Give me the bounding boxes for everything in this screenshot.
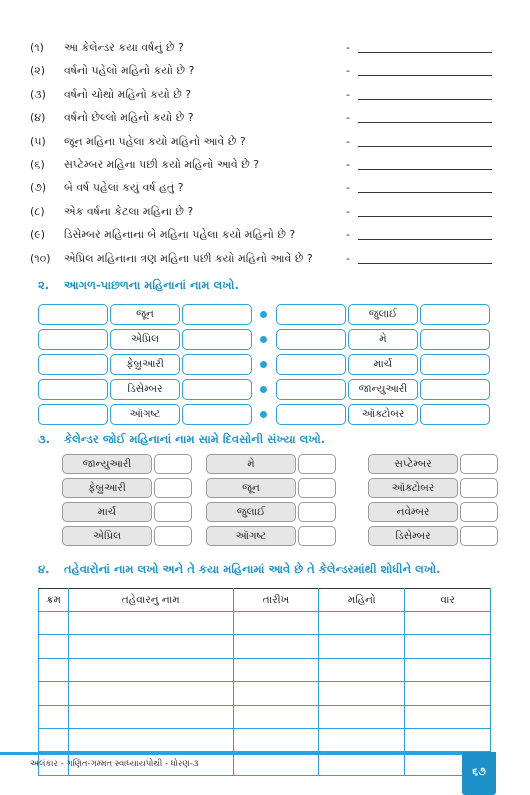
- section-title: કેલેન્ડર જોઈ મહિનાનાં નામ સામે દિવસોની સંખ્યા લખો.: [64, 432, 326, 446]
- days-answer-box[interactable]: [298, 478, 336, 498]
- days-answer-box[interactable]: [154, 478, 192, 498]
- page-number: ૬૭: [472, 765, 486, 778]
- answer-box-after[interactable]: [182, 404, 252, 425]
- table-cell[interactable]: [39, 728, 69, 751]
- question-text: વર્ષનો પહેલો મહિનો કયો છે ?: [64, 64, 195, 78]
- answer-box-after[interactable]: [420, 404, 490, 425]
- table-row: [39, 658, 491, 681]
- section-4-heading: [38, 562, 441, 577]
- table-row: [39, 728, 491, 751]
- days-answer-box[interactable]: [460, 454, 498, 474]
- month-days-row: [62, 454, 502, 478]
- month-box: ડિસેમ્બર: [110, 379, 180, 400]
- month-box: ઑક્ટોબર: [348, 404, 418, 425]
- answer-box-before[interactable]: [38, 404, 108, 425]
- section-number: ૪.: [38, 562, 50, 576]
- days-answer-box[interactable]: [460, 478, 498, 498]
- question-number: (૩): [30, 87, 46, 101]
- question-text: વર્ષનો ચોથો મહિનો કયો છે ?: [64, 87, 192, 101]
- days-answer-box[interactable]: [154, 502, 192, 522]
- question-number: (૪): [30, 111, 46, 125]
- question-row: [30, 247, 500, 270]
- answer-dash: -: [346, 228, 350, 242]
- days-answer-box[interactable]: [460, 526, 498, 546]
- table-cell[interactable]: [39, 612, 69, 635]
- answer-dash: -: [346, 87, 350, 101]
- month-label: ડિસેમ્બર: [368, 526, 458, 546]
- answer-line[interactable]: [358, 263, 492, 264]
- question-row: [30, 130, 500, 153]
- page-number-tab: [462, 752, 496, 795]
- table-cell[interactable]: [233, 728, 319, 751]
- answer-box-after[interactable]: [182, 329, 252, 350]
- question-text: વર્ષનો છેલ્લો મહિનો કયો છે ?: [64, 111, 194, 125]
- answer-line[interactable]: [358, 239, 492, 240]
- table-cell[interactable]: [68, 658, 233, 681]
- table-cell[interactable]: [68, 612, 233, 635]
- days-answer-box[interactable]: [460, 502, 498, 522]
- table-cell[interactable]: [233, 705, 319, 728]
- answer-box-after[interactable]: [420, 304, 490, 325]
- month-row: [38, 304, 494, 329]
- column-header: તારીખ: [233, 589, 319, 612]
- table-cell[interactable]: [405, 635, 491, 658]
- table-row: [39, 612, 491, 635]
- month-label: ઑગષ્ટ: [206, 526, 296, 546]
- table-cell[interactable]: [319, 728, 405, 751]
- table-cell[interactable]: [39, 658, 69, 681]
- question-row: [30, 176, 500, 199]
- question-number: (૬): [30, 157, 45, 171]
- question-row: [30, 153, 500, 176]
- column-header: મહિનો: [319, 589, 405, 612]
- column-header: તહેવારનું નામ: [68, 589, 233, 612]
- month-label: જાન્યુઆરી: [62, 454, 152, 474]
- month-box: માર્ચ: [348, 354, 418, 375]
- question-row: [30, 223, 500, 246]
- question-text: એક વર્ષના કેટલા મહિના છે ?: [64, 204, 194, 218]
- month-row: [38, 404, 494, 429]
- table-cell[interactable]: [405, 682, 491, 705]
- month-label: મે: [206, 454, 296, 474]
- question-text: સપ્ટેમ્બર મહિના પછી કયો મહિનો આવે છે ?: [64, 157, 260, 171]
- question-number: (૫): [30, 134, 46, 148]
- table-cell[interactable]: [233, 682, 319, 705]
- month-label: ફેબ્રુઆરી: [62, 478, 152, 498]
- answer-box-before[interactable]: [276, 304, 346, 325]
- month-label: જૂન: [206, 478, 296, 498]
- month-label: માર્ચ: [62, 502, 152, 522]
- festival-table: [38, 588, 491, 776]
- answer-line[interactable]: [358, 146, 492, 147]
- question-row: [30, 36, 500, 59]
- table-row: [39, 635, 491, 658]
- table-cell[interactable]: [68, 635, 233, 658]
- question-row: [30, 106, 500, 129]
- answer-dash: -: [346, 111, 350, 125]
- question-list: [30, 36, 500, 270]
- days-answer-box[interactable]: [298, 502, 336, 522]
- table-cell[interactable]: [233, 752, 319, 775]
- question-number: (૯): [30, 228, 46, 242]
- month-label: સપ્ટેમ્બર: [368, 454, 458, 474]
- question-text: બે વર્ષ પહેલાં કયું વર્ષ હતું ?: [64, 181, 184, 195]
- answer-box-before[interactable]: [38, 354, 108, 375]
- table-header-row: [39, 589, 491, 612]
- answer-line[interactable]: [358, 99, 492, 100]
- footer-book-title: અલંકાર - ગણિત-ગમ્મત સ્વાધ્યાયપોથી - ધોરણ-૩: [30, 759, 199, 769]
- month-row: [38, 354, 494, 379]
- table-row: [39, 705, 491, 728]
- answer-box-before[interactable]: [38, 379, 108, 400]
- table-cell[interactable]: [39, 682, 69, 705]
- days-answer-box[interactable]: [298, 454, 336, 474]
- table-row: [39, 682, 491, 705]
- answer-dash: -: [346, 41, 350, 54]
- answer-line[interactable]: [358, 122, 492, 123]
- table-cell[interactable]: [68, 682, 233, 705]
- table-cell[interactable]: [39, 705, 69, 728]
- answer-box-after[interactable]: [420, 379, 490, 400]
- answer-line[interactable]: [358, 75, 492, 76]
- table-cell[interactable]: [319, 612, 405, 635]
- days-answer-box[interactable]: [154, 454, 192, 474]
- month-days-row: [62, 502, 502, 526]
- answer-dash: -: [346, 134, 350, 148]
- answer-line[interactable]: [358, 216, 492, 217]
- question-text: ડિસેમ્બર મહિનાના બે મહિના પહેલા કયો મહિનો છે ?: [64, 228, 296, 242]
- answer-dash: -: [346, 181, 350, 195]
- answer-line[interactable]: [358, 52, 492, 53]
- column-header: ક્રમ: [39, 589, 69, 612]
- month-box: જાન્યુઆરી: [348, 379, 418, 400]
- days-answer-box[interactable]: [154, 526, 192, 546]
- month-label: નવેમ્બર: [368, 502, 458, 522]
- table-cell[interactable]: [233, 658, 319, 681]
- month-row: [38, 379, 494, 404]
- question-number: (૮): [30, 204, 45, 218]
- table-cell[interactable]: [319, 752, 405, 775]
- month-row: [38, 329, 494, 354]
- answer-box-after[interactable]: [420, 329, 490, 350]
- table-cell[interactable]: [68, 705, 233, 728]
- question-number: (૧૦): [30, 251, 51, 265]
- section-title: તહેવારોનાં નામ લખો અને તે કયા મહિનામાં આવે છે તે કેલેન્ડરમાંથી શોધીને લખો.: [64, 562, 441, 576]
- answer-box-before[interactable]: [38, 304, 108, 325]
- month-days-grid: [62, 454, 502, 550]
- question-row: [30, 200, 500, 223]
- answer-line[interactable]: [358, 192, 492, 193]
- month-box: ફેબ્રુઆરી: [110, 354, 180, 375]
- table-cell[interactable]: [39, 635, 69, 658]
- table-cell[interactable]: [233, 635, 319, 658]
- section-3-heading: [38, 432, 325, 447]
- month-box: ઑગષ્ટ: [110, 404, 180, 425]
- question-text: એપ્રિલ મહિનાના ત્રણ મહિના પછી કયો મહિનો આવે છે ?: [64, 251, 313, 265]
- answer-box-after[interactable]: [420, 354, 490, 375]
- month-box: મે: [348, 329, 418, 350]
- question-row: [30, 83, 500, 106]
- bullet-dot: [260, 361, 267, 368]
- section-2-heading: [38, 278, 239, 293]
- table-cell[interactable]: [233, 612, 319, 635]
- answer-box-after[interactable]: [182, 379, 252, 400]
- bullet-dot: [260, 336, 267, 343]
- bullet-dot: [260, 411, 267, 418]
- answer-dash: -: [346, 204, 350, 218]
- answer-box-before[interactable]: [276, 329, 346, 350]
- bullet-dot: [260, 386, 267, 393]
- section-number: ૩.: [38, 432, 51, 446]
- answer-box-after[interactable]: [182, 304, 252, 325]
- question-row: [30, 59, 500, 82]
- bullet-dot: [260, 311, 267, 318]
- table-cell[interactable]: [319, 682, 405, 705]
- table-cell[interactable]: [319, 658, 405, 681]
- table-cell[interactable]: [405, 612, 491, 635]
- month-label: એપ્રિલ: [62, 526, 152, 546]
- footer-rule: [0, 752, 470, 755]
- question-text: આ કેલેન્ડર કયા વર્ષનું છે ?: [64, 41, 184, 54]
- answer-box-before[interactable]: [276, 404, 346, 425]
- table-cell[interactable]: [405, 705, 491, 728]
- question-number: (૨): [30, 64, 46, 78]
- table-cell[interactable]: [405, 658, 491, 681]
- column-header: વાર: [405, 589, 491, 612]
- table-cell[interactable]: [405, 728, 491, 751]
- answer-box-before[interactable]: [276, 379, 346, 400]
- month-box: જુલાઈ: [348, 304, 418, 325]
- question-text: જૂન મહિના પહેલા કયો મહિનો આવે છે ?: [64, 134, 246, 148]
- question-number: (૭): [30, 181, 47, 195]
- answer-dash: -: [346, 251, 350, 265]
- table-cell[interactable]: [319, 635, 405, 658]
- month-label: જુલાઈ: [206, 502, 296, 522]
- answer-box-before[interactable]: [38, 329, 108, 350]
- question-number: (૧): [30, 41, 44, 54]
- answer-line[interactable]: [358, 169, 492, 170]
- answer-dash: -: [346, 157, 350, 171]
- section-title: આગળ-પાછળના મહિનાનાં નામ લખો.: [64, 278, 239, 292]
- section-number: ૨.: [38, 278, 50, 292]
- table-cell[interactable]: [319, 705, 405, 728]
- month-days-row: [62, 478, 502, 502]
- month-label: ઑક્ટોબર: [368, 478, 458, 498]
- days-answer-box[interactable]: [298, 526, 336, 546]
- month-days-row: [62, 526, 502, 550]
- answer-box-after[interactable]: [182, 354, 252, 375]
- month-box: જૂન: [110, 304, 180, 325]
- month-box: એપ્રિલ: [110, 329, 180, 350]
- adjacent-months-grid: [38, 304, 494, 429]
- answer-box-before[interactable]: [276, 354, 346, 375]
- answer-dash: -: [346, 64, 350, 78]
- table-cell[interactable]: [68, 728, 233, 751]
